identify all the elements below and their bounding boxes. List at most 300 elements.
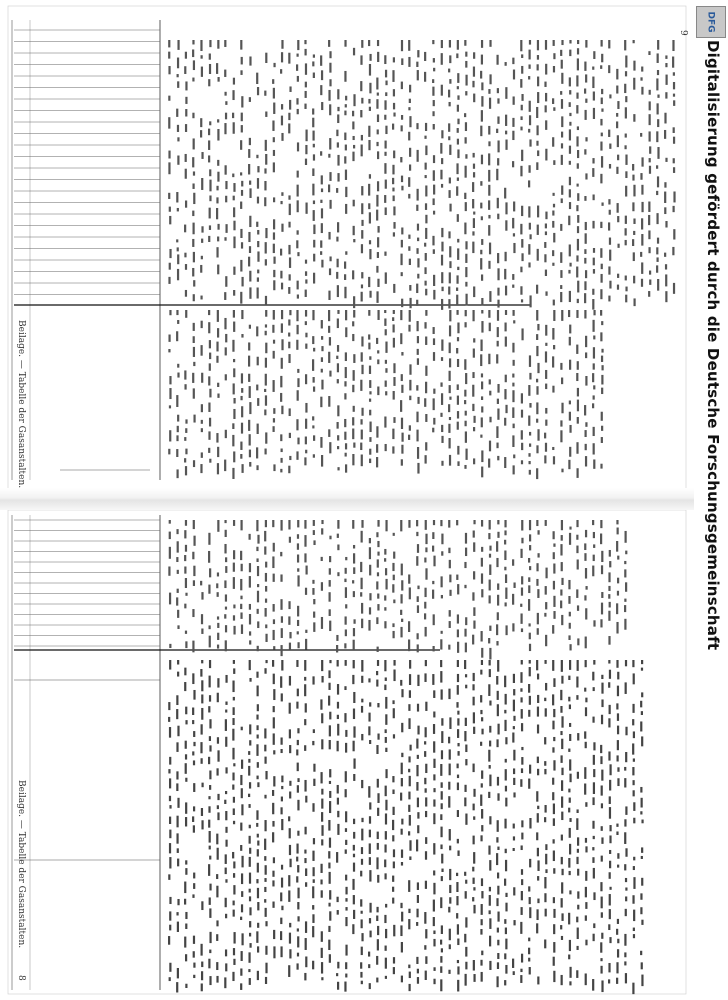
table-cell-mark [216,342,218,352]
table-cell-mark [456,873,458,876]
table-cell-mark [512,161,514,167]
table-cell-mark [633,802,635,811]
table-cell-mark [241,190,243,196]
table-cell-mark [336,645,338,652]
table-cell-mark [641,798,643,808]
table-cell-mark [321,789,323,795]
table-cell-mark [257,241,259,247]
table-cell-mark [513,233,515,236]
table-cell-mark [553,804,555,815]
table-cell-mark [593,769,595,777]
table-cell-mark [241,804,243,815]
table-cell-mark [401,976,403,983]
table-cell-mark [657,147,659,159]
table-cell-mark [353,863,355,872]
table-cell-mark [553,204,555,208]
table-cell-mark [625,752,627,762]
table-cell-mark [312,580,314,584]
table-cell-mark [369,174,371,178]
table-cell-mark [177,125,179,132]
table-cell-mark [609,550,611,557]
table-cell-mark [616,121,618,128]
table-cell-mark [320,200,322,203]
table-cell-mark [232,423,234,429]
table-cell-mark [545,602,547,609]
table-cell-mark [288,195,290,199]
table-cell-mark [280,599,282,610]
table-cell-mark [400,400,402,412]
table-cell-mark [561,469,563,473]
table-cell-mark [369,702,371,706]
table-cell-mark [464,390,466,397]
table-cell-mark [576,136,578,146]
table-cell-mark [520,116,522,120]
table-cell-mark [616,703,618,709]
table-cell-mark [512,383,514,387]
table-cell-mark [497,268,499,280]
table-cell-mark [352,111,354,117]
table-cell-mark [585,660,587,667]
table-cell-mark [504,269,506,279]
table-cell-mark [536,310,538,321]
table-cell-mark [441,436,443,443]
table-cell-mark [177,373,179,378]
table-cell-mark [552,792,554,800]
table-cell-mark [377,387,379,396]
table-cell-mark [352,152,354,161]
table-cell-mark [392,124,394,130]
table-cell-mark [377,237,379,247]
table-cell-mark [361,911,363,914]
table-cell-mark [577,215,579,223]
table-cell-mark [528,623,530,626]
table-cell-mark [576,970,578,978]
table-cell-mark [656,165,658,168]
table-cell-mark [473,153,475,158]
table-cell-mark [425,310,427,316]
table-cell-mark [240,40,242,50]
table-cell-mark [329,781,331,784]
table-cell-mark [537,674,539,680]
table-cell-mark [272,790,274,796]
table-cell-mark [201,971,203,980]
table-cell-mark [264,728,266,738]
table-cell-mark [384,100,386,109]
table-cell-mark [329,79,331,86]
table-cell-mark [352,520,354,529]
table-cell-mark [608,660,610,664]
table-cell-mark [256,73,258,84]
table-cell-mark [224,800,226,804]
table-cell-mark [408,177,410,187]
table-cell-mark [176,469,178,478]
table-cell-mark [585,430,587,437]
table-cell-mark [321,713,323,723]
table-cell-mark [529,373,531,380]
table-cell-mark [216,976,218,983]
table-cell-mark [424,136,426,139]
table-cell-mark [273,604,275,612]
table-cell-mark [265,908,267,917]
table-cell-mark [465,962,467,970]
table-cell-mark [465,814,467,825]
table-cell-mark [553,300,555,306]
table-cell-mark [193,336,195,343]
table-cell-mark [257,178,259,189]
table-cell-mark [193,362,195,366]
table-cell-mark [353,845,355,851]
table-cell-mark [216,934,218,941]
table-cell-mark [385,800,387,811]
table-cell-mark [608,40,610,48]
table-cell-mark [441,228,443,237]
table-cell-mark [561,913,563,921]
table-cell-mark [257,591,259,603]
table-cell-mark [329,200,331,209]
table-cell-mark [440,844,442,849]
table-cell-mark [329,256,331,261]
table-cell-mark [457,743,459,746]
table-cell-mark [465,241,467,249]
table-cell-mark [488,185,490,196]
table-cell-mark [521,845,523,850]
table-cell-mark [424,912,426,924]
table-cell-mark [408,704,410,711]
table-cell-mark [441,854,443,864]
table-cell-mark [521,768,523,773]
table-cell-mark [536,402,538,414]
table-cell-mark [385,714,387,725]
table-cell-mark [544,660,546,664]
table-cell-mark [232,852,234,858]
table-cell-mark [280,69,282,74]
table-cell-mark [289,310,291,315]
table-cell-mark [185,520,187,526]
table-cell-mark [545,586,547,595]
table-cell-mark [425,797,427,806]
table-cell-mark [657,119,659,127]
table-cell-mark [560,224,562,231]
table-cell-mark [361,859,363,865]
table-cell-mark [425,185,427,196]
table-cell-mark [168,717,170,722]
table-cell-mark [353,819,355,824]
table-cell-mark [336,973,338,976]
table-cell-mark [489,775,491,787]
table-cell-mark [217,805,219,809]
table-cell-mark [488,215,490,219]
table-cell-mark [208,140,210,150]
table-cell-mark [513,689,515,695]
table-cell-mark [377,93,379,96]
table-cell-mark [201,239,203,243]
table-cell-mark [265,608,267,617]
table-cell-mark [265,259,267,265]
table-cell-mark [440,940,442,945]
table-cell-mark [360,81,362,91]
table-cell-mark [464,731,466,741]
table-cell-mark [457,267,459,270]
table-cell-mark [440,382,442,386]
table-cell-mark [248,356,250,367]
table-cell-mark [585,530,587,537]
table-cell-mark [265,660,267,663]
table-cell-mark [329,371,331,377]
table-cell-mark [176,742,178,752]
table-cell-mark [513,582,515,587]
table-cell-mark [561,535,563,541]
table-cell-mark [497,793,499,800]
table-cell-mark [577,193,579,201]
table-cell-mark [257,197,259,204]
table-cell-mark [417,50,419,57]
table-cell-mark [345,849,347,853]
table-cell-mark [545,93,547,102]
table-cell-mark [433,211,435,215]
table-cell-mark [200,296,202,300]
table-cell-mark [256,558,258,562]
table-cell-mark [313,612,315,618]
table-cell-mark [392,898,394,904]
table-cell-mark [513,778,515,785]
table-cell-mark [552,386,554,393]
table-cell-mark [577,184,579,187]
table-cell-mark [505,405,507,413]
table-cell-mark [633,673,635,684]
table-cell-mark [624,84,626,93]
table-cell-mark [505,939,507,950]
table-cell-mark [489,860,491,871]
table-cell-mark [320,251,322,255]
table-cell-mark [489,918,491,929]
table-cell-mark [417,463,419,474]
table-cell-mark [208,533,210,545]
table-cell-mark [480,929,482,935]
lower-page-number: 8 [16,975,26,981]
table-cell-mark [408,57,410,67]
table-cell-mark [480,742,482,746]
table-cell-mark [224,460,226,472]
table-cell-mark [240,551,242,560]
table-cell-mark [544,433,546,439]
table-cell-mark [168,936,170,945]
table-cell-mark [433,327,435,334]
table-cell-mark [529,295,531,307]
table-cell-mark [329,740,331,749]
table-cell-mark [169,963,171,972]
table-cell-mark [625,878,627,882]
table-cell-mark [449,371,451,381]
table-cell-mark [544,893,546,902]
table-cell-mark [545,408,547,414]
table-cell-mark [609,825,611,831]
table-cell-mark [352,580,354,583]
table-cell-mark [192,211,194,216]
table-cell-mark [185,868,187,875]
table-cell-mark [337,741,339,751]
table-cell-mark [257,166,259,172]
table-cell-mark [544,82,546,87]
table-cell-mark [537,249,539,261]
table-cell-mark [337,798,339,805]
table-cell-mark [289,204,291,215]
table-cell-mark [568,955,570,960]
table-cell-mark [241,373,243,383]
table-cell-mark [169,857,171,868]
table-cell-mark [241,904,243,912]
table-cell-mark [496,426,498,438]
table-cell-mark [632,704,634,713]
table-cell-mark [168,52,170,59]
table-cell-mark [497,198,499,208]
table-cell-mark [209,353,211,360]
table-cell-mark [609,835,611,843]
table-cell-mark [537,429,539,440]
table-cell-mark [561,835,563,841]
table-cell-mark [576,818,578,830]
table-cell-mark [401,912,403,922]
table-cell-mark [536,346,538,356]
table-cell-mark [217,633,219,640]
table-cell-mark [440,170,442,180]
table-cell-mark [489,595,491,603]
table-cell-mark [432,40,434,44]
table-cell-mark [585,887,587,897]
table-cell-mark [385,737,387,743]
table-cell-mark [352,417,354,425]
table-cell-mark [584,688,586,692]
table-cell-mark [393,57,395,62]
table-cell-mark [217,160,219,166]
table-cell-mark [592,847,594,850]
table-cell-mark [416,205,418,211]
table-cell-mark [273,674,275,685]
table-cell-mark [641,660,643,664]
table-cell-mark [377,52,379,62]
table-cell-mark [344,713,346,722]
table-cell-mark [384,595,386,600]
table-cell-mark [305,271,307,276]
table-cell-mark [609,144,611,149]
table-cell-mark [217,812,219,820]
table-cell-mark [257,863,259,873]
table-cell-mark [313,779,315,786]
table-cell-mark [537,324,539,330]
table-cell-mark [616,113,618,117]
table-cell-mark [536,520,538,526]
table-cell-mark [609,670,611,679]
table-cell-mark [361,272,363,278]
table-cell-mark [208,376,210,385]
table-cell-mark [320,437,322,448]
table-cell-mark [193,415,195,423]
table-cell-mark [176,449,178,457]
table-cell-mark [321,369,323,373]
table-cell-mark [408,574,410,583]
table-cell-mark [553,233,555,243]
table-cell-mark [289,86,291,92]
table-cell-mark [225,898,227,907]
table-cell-mark [321,557,323,561]
table-cell-mark [576,75,578,86]
table-cell-mark [185,545,187,552]
table-cell-mark [272,660,274,667]
table-cell-mark [265,154,267,165]
table-cell-mark [577,388,579,397]
table-cell-mark [369,356,371,360]
table-cell-mark [569,291,571,302]
table-cell-mark [352,270,354,279]
table-cell-mark [225,811,227,820]
table-cell-mark [337,811,339,817]
table-cell-mark [649,158,651,162]
table-cell-mark [488,170,490,182]
table-cell-mark [200,40,202,51]
table-cell-mark [185,169,187,179]
table-cell-mark [201,373,203,383]
table-cell-mark [544,769,546,774]
table-cell-mark [297,438,299,445]
table-cell-mark [576,345,578,354]
table-cell-mark [217,394,219,398]
table-cell-mark [513,716,515,721]
table-cell-mark [456,520,458,525]
table-cell-mark [377,875,379,883]
table-cell-mark [185,860,187,864]
table-cell-mark [608,979,610,983]
table-cell-mark [601,912,603,917]
table-cell-mark [217,224,219,230]
table-cell-mark [297,575,299,586]
table-cell-mark [344,274,346,280]
table-cell-mark [201,428,203,432]
table-cell-mark [209,897,211,904]
table-cell-mark [168,66,170,74]
table-cell-mark [561,520,563,530]
table-cell-mark [321,223,323,233]
table-cell-mark [489,417,491,423]
table-cell-mark [401,942,403,952]
table-cell-mark [256,672,258,678]
table-cell-mark [449,717,451,729]
table-cell-mark [392,876,394,882]
table-cell-mark [401,433,403,442]
table-cell-mark [201,820,203,829]
table-cell-mark [193,731,195,737]
table-cell-mark [617,778,619,786]
table-cell-mark [280,520,282,531]
table-cell-mark [264,546,266,554]
table-cell-mark [240,260,242,272]
table-cell-mark [520,969,522,972]
table-cell-mark [201,178,203,190]
table-cell-mark [177,426,179,432]
table-cell-mark [329,592,331,601]
table-cell-mark [544,455,546,463]
table-cell-mark [216,356,218,363]
table-cell-mark [633,910,635,921]
table-cell-mark [609,602,611,608]
table-cell-mark [296,54,298,57]
table-cell-mark [281,819,283,830]
table-cell-mark [393,660,395,666]
table-cell-mark [601,837,603,843]
table-cell-mark [337,910,339,915]
table-cell-mark [385,677,387,680]
table-cell-mark [225,767,227,773]
table-cell-mark [520,166,522,177]
table-cell-mark [233,267,235,275]
